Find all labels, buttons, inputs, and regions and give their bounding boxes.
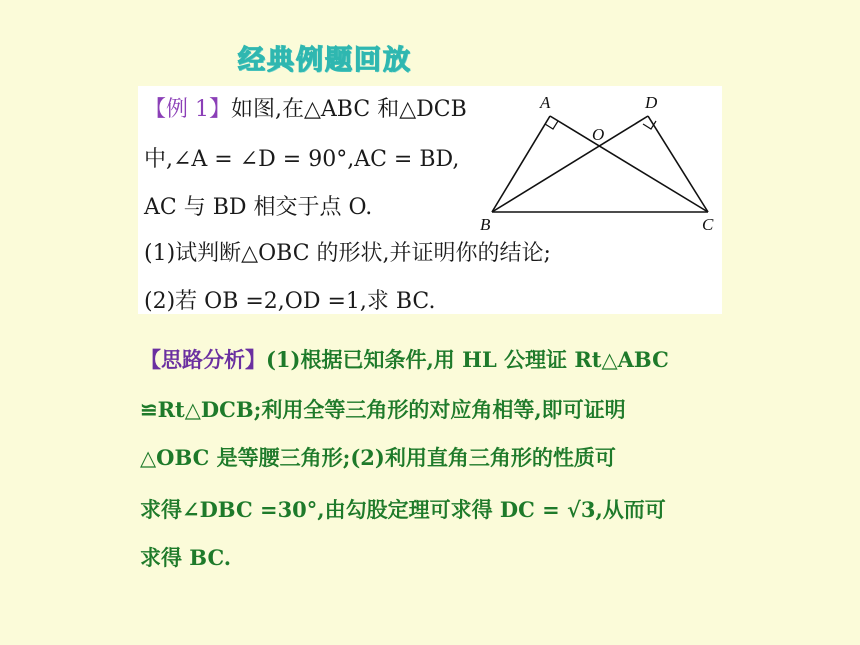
analysis-line-5: 求得 BC. <box>140 545 232 570</box>
example-line-2: 中,∠A = ∠D = 90°,AC = BD, <box>144 147 460 172</box>
example-line-1 <box>144 92 467 123</box>
example-line-4: (1)试判断△OBC 的形状,并证明你的结论; <box>144 241 551 266</box>
segment-ab <box>492 116 550 212</box>
segment-dc <box>648 116 708 212</box>
example-line-3: AC 与 BD 相交于点 O. <box>144 195 373 220</box>
segment-ac <box>550 116 708 212</box>
right-angle-mark-d <box>643 121 656 129</box>
example-panel <box>138 86 722 314</box>
analysis-line-3: △OBC 是等腰三角形;(2)利用直角三角形的性质可 <box>140 445 616 470</box>
segment-bd <box>492 116 648 212</box>
label-d: D <box>645 93 658 112</box>
section-title: 经典例题回放 <box>238 45 412 76</box>
label-b: B <box>480 215 491 234</box>
label-c: C <box>702 215 714 234</box>
analysis-line-1 <box>140 344 669 374</box>
label-a: A <box>540 93 551 112</box>
geometry-figure <box>480 88 720 238</box>
analysis-tag: 【思路分析】 <box>140 347 266 372</box>
example-text-1: 如图,在△ABC 和△DCB <box>231 97 467 122</box>
analysis-line-4: 求得∠DBC =30°,由勾股定理可求得 DC = √3,从而可 <box>140 497 666 522</box>
example-tag: 【例 1】 <box>144 97 231 122</box>
example-line-5: (2)若 OB =2,OD =1,求 BC. <box>144 289 436 314</box>
label-o: O <box>592 125 605 144</box>
analysis-text-1: (1)根据已知条件,用 HL 公理证 Rt△ABC <box>266 347 669 372</box>
analysis-line-2: ≌Rt△DCB;利用全等三角形的对应角相等,即可证明 <box>140 397 626 422</box>
